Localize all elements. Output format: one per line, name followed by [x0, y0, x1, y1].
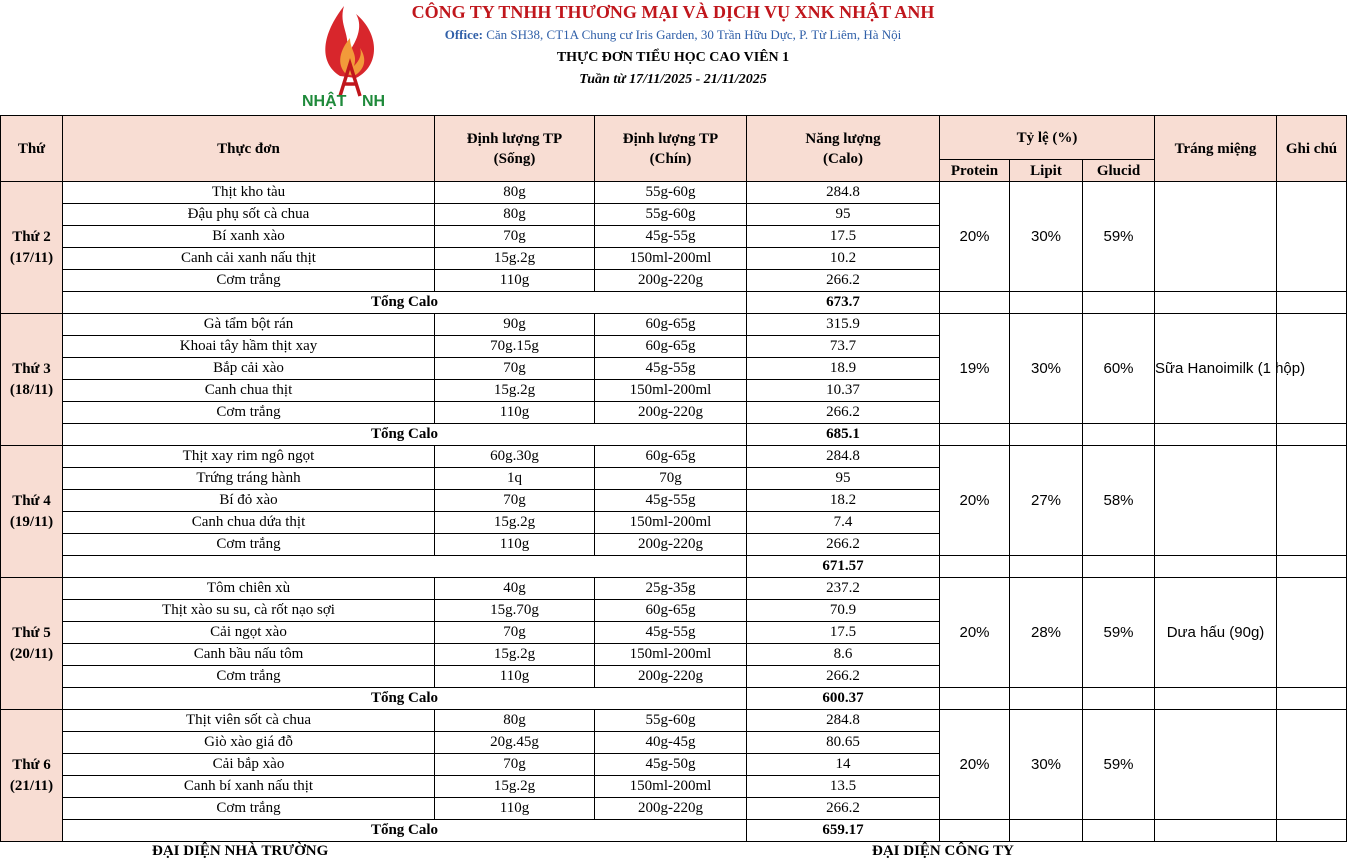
glucid-ratio: 59% [1083, 710, 1155, 820]
total-row-empty-cell [1083, 292, 1155, 314]
dish-cooked-amount: 200g-220g [595, 534, 747, 556]
total-row [1, 556, 1347, 578]
col-energy [747, 116, 940, 182]
dish-energy: 7.4 [747, 512, 940, 534]
dish-raw-amount: 70g [435, 490, 595, 512]
note-cell [1277, 578, 1347, 688]
dish-cooked-amount: 150ml-200ml [595, 512, 747, 534]
dish-name: Canh bí xanh nấu thịt [63, 776, 435, 798]
dish-name: Canh cải xanh nấu thịt [63, 248, 435, 270]
dish-energy: 18.2 [747, 490, 940, 512]
dish-raw-amount: 70g [435, 226, 595, 248]
dish-cooked-amount: 45g-50g [595, 754, 747, 776]
dish-energy: 70.9 [747, 600, 940, 622]
dish-raw-amount: 15g.2g [435, 776, 595, 798]
total-row-empty-cell [940, 820, 1010, 842]
dish-cooked-amount: 60g-65g [595, 336, 747, 358]
dish-name: Cơm trắng [63, 534, 435, 556]
dish-cooked-amount: 60g-65g [595, 446, 747, 468]
dish-energy: 13.5 [747, 776, 940, 798]
dish-cooked-amount: 200g-220g [595, 666, 747, 688]
dish-energy: 73.7 [747, 336, 940, 358]
protein-ratio: 20% [940, 446, 1010, 556]
total-row [1, 820, 1347, 842]
dish-energy: 80.65 [747, 732, 940, 754]
dessert-cell [1155, 182, 1277, 292]
dish-raw-amount: 70g [435, 754, 595, 776]
note-cell [1277, 446, 1347, 556]
dish-raw-amount: 80g [435, 710, 595, 732]
lipit-ratio: 30% [1010, 314, 1083, 424]
dish-cooked-amount: 60g-65g [595, 600, 747, 622]
day-cell [1, 314, 63, 446]
menu-body [1, 182, 1347, 842]
dish-name: Bắp cải xào [63, 358, 435, 380]
dish-raw-amount: 70g [435, 622, 595, 644]
col-day: Thứ [1, 116, 63, 182]
day-date: (21/11) [9, 777, 54, 794]
protein-ratio: 20% [940, 182, 1010, 292]
col-lipit: Lipit [1010, 160, 1083, 182]
dish-energy: 17.5 [747, 226, 940, 248]
dish-name: Cơm trắng [63, 798, 435, 820]
total-row-empty-cell [1010, 820, 1083, 842]
dish-name: Cải bắp xào [63, 754, 435, 776]
dish-cooked-amount: 150ml-200ml [595, 644, 747, 666]
col-ratio: Tỷ lệ (%) [940, 116, 1155, 160]
dish-raw-amount: 80g [435, 182, 595, 204]
col-menu: Thực đơn [63, 116, 435, 182]
day-date: (19/11) [9, 513, 54, 530]
company-name: CÔNG TY TNHH THƯƠNG MẠI VÀ DỊCH VỤ XNK NHẬT ANH [411, 2, 935, 22]
total-row-empty-cell [1277, 424, 1347, 446]
dish-raw-amount: 70g.15g [435, 336, 595, 358]
dish-name: Cơm trắng [63, 270, 435, 292]
total-label: Tổng Calo [63, 292, 747, 314]
day-cell [1, 710, 63, 842]
dish-energy: 17.5 [747, 622, 940, 644]
dish-row [1, 710, 1347, 732]
dish-cooked-amount: 200g-220g [595, 798, 747, 820]
total-calories: 659.17 [747, 820, 940, 842]
dessert-cell: Sữa Hanoimilk (1 hộp) [1155, 314, 1277, 424]
dish-energy: 284.8 [747, 182, 940, 204]
total-row-empty-cell [940, 556, 1010, 578]
day-date: (18/11) [9, 381, 54, 398]
dish-cooked-amount: 70g [595, 468, 747, 490]
dish-cooked-amount: 45g-55g [595, 622, 747, 644]
dish-name: Khoai tây hầm thịt xay [63, 336, 435, 358]
total-row-empty-cell [940, 424, 1010, 446]
col-cooked-line2: (Chín) [649, 150, 692, 167]
dish-raw-amount: 110g [435, 402, 595, 424]
note-cell [1277, 182, 1347, 292]
total-row-empty-cell [1277, 556, 1347, 578]
col-cooked [595, 116, 747, 182]
col-cooked-line1: Định lượng TP [622, 130, 719, 147]
dish-energy: 284.8 [747, 710, 940, 732]
dish-raw-amount: 60g.30g [435, 446, 595, 468]
dish-cooked-amount: 150ml-200ml [595, 776, 747, 798]
col-energy-line1: Năng lượng [805, 130, 881, 147]
dish-cooked-amount: 25g-35g [595, 578, 747, 600]
dish-energy: 237.2 [747, 578, 940, 600]
dish-name: Cơm trắng [63, 666, 435, 688]
dish-raw-amount: 110g [435, 666, 595, 688]
total-row-empty-cell [1083, 820, 1155, 842]
dish-raw-amount: 40g [435, 578, 595, 600]
lipit-ratio: 30% [1010, 710, 1083, 820]
total-row-empty-cell [1010, 688, 1083, 710]
dish-row [1, 314, 1347, 336]
day-cell [1, 446, 63, 578]
col-note: Ghi chú [1277, 116, 1347, 182]
total-row-empty-cell [1083, 424, 1155, 446]
dessert-cell: Dưa hấu (90g) [1155, 578, 1277, 688]
dish-raw-amount: 1q [435, 468, 595, 490]
dish-energy: 14 [747, 754, 940, 776]
col-raw-line2: (Sống) [493, 150, 536, 167]
dish-cooked-amount: 200g-220g [595, 270, 747, 292]
dish-energy: 95 [747, 204, 940, 226]
dish-name: Cơm trắng [63, 402, 435, 424]
col-raw [435, 116, 595, 182]
dish-cooked-amount: 55g-60g [595, 204, 747, 226]
dish-energy: 266.2 [747, 798, 940, 820]
dish-name: Canh bầu nấu tôm [63, 644, 435, 666]
day-date: (17/11) [9, 249, 54, 266]
total-row [1, 292, 1347, 314]
day-cell [1, 182, 63, 314]
dish-cooked-amount: 55g-60g [595, 182, 747, 204]
total-calories: 673.7 [747, 292, 940, 314]
lipit-ratio: 30% [1010, 182, 1083, 292]
week-range: Tuần từ 17/11/2025 - 21/11/2025 [579, 72, 767, 87]
dish-name: Thịt xào su su, cà rốt nạo sợi [63, 600, 435, 622]
col-glucid: Glucid [1083, 160, 1155, 182]
protein-ratio: 20% [940, 710, 1010, 820]
total-row-empty-cell [1155, 292, 1277, 314]
dessert-cell [1155, 446, 1277, 556]
dish-energy: 266.2 [747, 666, 940, 688]
dish-cooked-amount: 40g-45g [595, 732, 747, 754]
glucid-ratio: 59% [1083, 182, 1155, 292]
company-representative: ĐẠI DIỆN CÔNG TY [872, 843, 1014, 859]
dish-name: Canh chua thịt [63, 380, 435, 402]
total-row-empty-cell [1010, 556, 1083, 578]
dish-name: Bí đỏ xào [63, 490, 435, 512]
dish-raw-amount: 15g.2g [435, 248, 595, 270]
dish-cooked-amount: 60g-65g [595, 314, 747, 336]
total-row-empty-cell [940, 688, 1010, 710]
dish-cooked-amount: 45g-55g [595, 226, 747, 248]
dish-energy: 10.2 [747, 248, 940, 270]
dessert-cell [1155, 710, 1277, 820]
dish-name: Cải ngọt xào [63, 622, 435, 644]
total-row-empty-cell [1155, 424, 1277, 446]
dish-raw-amount: 15g.2g [435, 644, 595, 666]
dish-raw-amount: 15g.2g [435, 380, 595, 402]
note-cell [1277, 710, 1347, 820]
col-energy-line2: (Calo) [823, 150, 863, 167]
total-calories: 600.37 [747, 688, 940, 710]
dish-cooked-amount: 45g-55g [595, 358, 747, 380]
dish-energy: 266.2 [747, 534, 940, 556]
dish-name: Thịt xay rim ngô ngọt [63, 446, 435, 468]
day-name: Thứ 4 [12, 492, 51, 509]
total-row-empty-cell [1277, 688, 1347, 710]
total-label: Tổng Calo [63, 820, 747, 842]
dish-cooked-amount: 200g-220g [595, 402, 747, 424]
dish-raw-amount: 80g [435, 204, 595, 226]
office-address-text: Căn SH38, CT1A Chung cư Iris Garden, 30 Trần Hữu Dực, P. Từ Liêm, Hà Nội [486, 27, 902, 42]
col-protein: Protein [940, 160, 1010, 182]
lipit-ratio: 27% [1010, 446, 1083, 556]
dish-name: Tôm chiên xù [63, 578, 435, 600]
dish-name: Canh chua dứa thịt [63, 512, 435, 534]
day-name: Thứ 2 [12, 228, 51, 245]
school-representative: ĐẠI DIỆN NHÀ TRƯỜNG [152, 843, 329, 859]
office-label: Office: [444, 27, 483, 42]
dish-raw-amount: 70g [435, 358, 595, 380]
col-raw-line1: Định lượng TP [466, 130, 563, 147]
day-date: (20/11) [9, 645, 54, 662]
dish-energy: 18.9 [747, 358, 940, 380]
dish-raw-amount: 20g.45g [435, 732, 595, 754]
total-row-empty-cell [1083, 556, 1155, 578]
dish-name: Bí xanh xào [63, 226, 435, 248]
dish-energy: 266.2 [747, 402, 940, 424]
total-row-empty-cell [1155, 688, 1277, 710]
dish-raw-amount: 15g.70g [435, 600, 595, 622]
total-row-empty-cell [1155, 556, 1277, 578]
dish-name: Trứng tráng hành [63, 468, 435, 490]
dish-cooked-amount: 45g-55g [595, 490, 747, 512]
total-row-empty-cell [1010, 292, 1083, 314]
logo-text: NHẬT [302, 93, 347, 110]
dish-cooked-amount: 55g-60g [595, 710, 747, 732]
menu-title: THỰC ĐƠN TIỂU HỌC CAO VIÊN 1 [556, 50, 790, 65]
total-row [1, 688, 1347, 710]
dish-cooked-amount: 150ml-200ml [595, 248, 747, 270]
dish-energy: 266.2 [747, 270, 940, 292]
protein-ratio: 20% [940, 578, 1010, 688]
logo-text-2: NH [362, 93, 386, 110]
glucid-ratio: 59% [1083, 578, 1155, 688]
dish-row [1, 578, 1347, 600]
total-row-empty-cell [1277, 820, 1347, 842]
dish-energy: 284.8 [747, 446, 940, 468]
day-cell [1, 578, 63, 710]
dish-name: Thịt viên sốt cà chua [63, 710, 435, 732]
total-row [1, 424, 1347, 446]
dish-row [1, 182, 1347, 204]
day-name: Thứ 3 [12, 360, 51, 377]
total-calories: 671.57 [747, 556, 940, 578]
day-name: Thứ 5 [12, 624, 51, 641]
office-address [0, 27, 1346, 43]
dish-energy: 8.6 [747, 644, 940, 666]
total-row-empty-cell [1010, 424, 1083, 446]
protein-ratio: 19% [940, 314, 1010, 424]
col-dessert: Tráng miệng [1155, 116, 1277, 182]
total-row-empty-cell [1083, 688, 1155, 710]
dish-energy: 315.9 [747, 314, 940, 336]
glucid-ratio: 60% [1083, 314, 1155, 424]
dish-name: Thịt kho tàu [63, 182, 435, 204]
dish-row [1, 446, 1347, 468]
dish-raw-amount: 110g [435, 798, 595, 820]
dish-raw-amount: 90g [435, 314, 595, 336]
dish-name: Đậu phụ sốt cà chua [63, 204, 435, 226]
total-row-empty-cell [1155, 820, 1277, 842]
total-row-empty-cell [940, 292, 1010, 314]
total-label [63, 556, 747, 578]
dish-name: Giò xào giá đỗ [63, 732, 435, 754]
dish-energy: 10.37 [747, 380, 940, 402]
lipit-ratio: 28% [1010, 578, 1083, 688]
dish-raw-amount: 110g [435, 534, 595, 556]
day-name: Thứ 6 [12, 756, 51, 773]
glucid-ratio: 58% [1083, 446, 1155, 556]
dish-energy: 95 [747, 468, 940, 490]
total-label: Tổng Calo [63, 688, 747, 710]
dish-cooked-amount: 150ml-200ml [595, 380, 747, 402]
total-row-empty-cell [1277, 292, 1347, 314]
total-label: Tổng Calo [63, 424, 747, 446]
dish-raw-amount: 110g [435, 270, 595, 292]
dish-raw-amount: 15g.2g [435, 512, 595, 534]
total-calories: 685.1 [747, 424, 940, 446]
dish-name: Gà tẩm bột rán [63, 314, 435, 336]
weekly-menu-table [0, 115, 1347, 842]
